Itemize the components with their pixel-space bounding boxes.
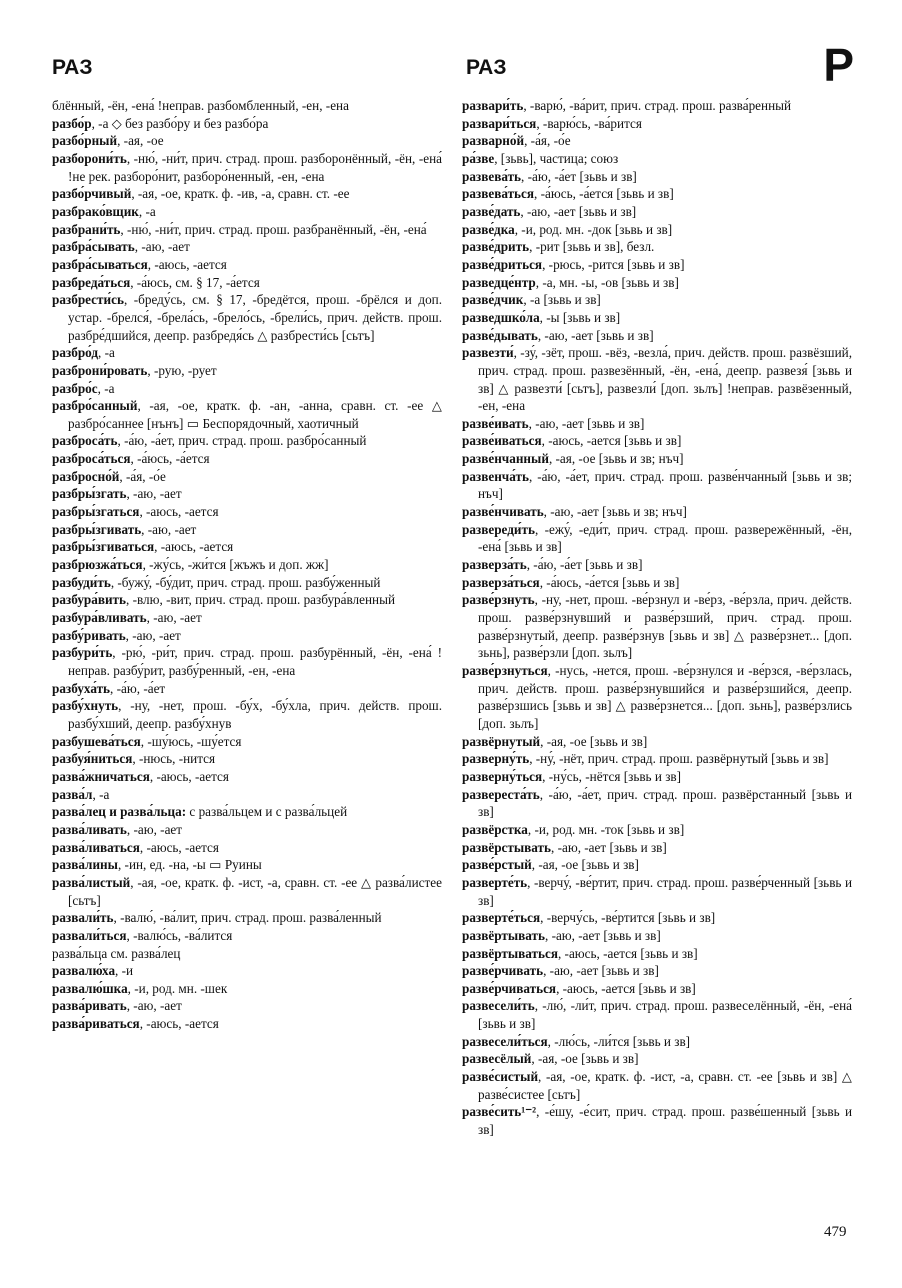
dictionary-entry: развалю́шка, -и, род. мн. -шек — [52, 980, 228, 996]
entry-headword: развенча́ть — [462, 468, 529, 484]
entry-body: -а́юсь, -а́ется — [137, 451, 210, 467]
entry-headword: разбро́д — [52, 345, 99, 361]
dictionary-entry: разбры́згать, -аю, -ает — [52, 486, 182, 502]
dictionary-entry: разбрани́ть, -ню́, -ни́т, прич. страд. прош. разбранённый, -ён, -ена́ — [52, 221, 427, 237]
entry-headword: развёрстывать — [462, 839, 551, 855]
entry-headword: разве́дриться — [462, 256, 543, 272]
entry-headword: развесели́ться — [462, 1033, 548, 1049]
entry-body: [зьвь], частица; союз — [500, 150, 619, 166]
dictionary-entry: разверну́ть, -ну́, -нёт, прич. страд. прош. развёрнутый [зьвь и зв] — [462, 751, 829, 767]
dictionary-entry: разварно́й, -а́я, -о́е — [462, 133, 571, 149]
entry-body: -ая, -ое, кратк. ф. -ан, -анна, сравн. ст. -ее △ разбро́саннее [нънъ] ▭ Беспорядочный, хаотичный — [68, 398, 442, 431]
entry-body: -а́ю, -а́ет — [116, 680, 166, 696]
entry-body: -ая, -ое, кратк. ф. -ист, -а, сравн. ст. -ее [зьвь и зв] △ разве́систее [сьтъ] — [478, 1069, 853, 1102]
entry-headword: развёрнутый — [462, 733, 541, 749]
dictionary-entry: разве́нчивать, -аю, -ает [зьвь и зв; нъч] — [462, 504, 687, 520]
entry-body: -и, род. мн. -док [зьвь и зв] — [521, 221, 673, 237]
entry-body: -аю, -ает [зьвь и зв] — [549, 963, 659, 979]
dictionary-entry: разбуха́ть, -а́ю, -а́ет — [52, 680, 166, 696]
dictionary-entry: разбрако́вщик, -а — [52, 203, 156, 219]
dictionary-entry: развенча́ть, -а́ю, -а́ет, прич. страд. прош. разве́нчанный [зьвь и зв; нъч] — [462, 468, 853, 502]
entry-headword: разва́жничаться — [52, 768, 150, 784]
entry-body: -аю, -ает [зьвь и зв] — [551, 927, 661, 943]
entry-body: -лю́, -ли́т, прич. страд. прош. развеселённый, -ён, -ена́ [зьвь и зв] — [478, 998, 852, 1032]
entry-body: разва́льца см. разва́лец — [52, 945, 181, 961]
entry-headword: разбро́с — [52, 380, 98, 396]
entry-body: -бреду́сь, см. § 17, -бредётся, прош. -брёлся и доп. устар. -брелся́, -брела́сь, -брело́сь, -брели́сь, прич. действ. прош. разбре́дшийся, деепр. разбредя́сь △ разбрести́сь [сьтъ] — [68, 292, 443, 343]
dictionary-entry: развева́ть, -а́ю, -а́ет [зьвь и зв] — [462, 168, 637, 184]
dictionary-entry: разва́ливаться, -аюсь, -ается — [52, 839, 219, 855]
entry-body: -аю, -ает [зьвь и зв] — [527, 203, 637, 219]
entry-body: -ы [зьвь и зв] — [546, 309, 621, 325]
dictionary-entry: развари́ть, -варю́, -ва́рит, прич. страд. прош. разва́ренный — [462, 98, 792, 113]
entry-body: -а — [104, 345, 115, 361]
left-column — [52, 97, 442, 1033]
entry-headword: разбра́сываться — [52, 256, 148, 272]
dictionary-entry: разбрюзжа́ться, -жу́сь, -жи́тся [жъжъ и доп. жж] — [52, 557, 329, 573]
entry-headword: разва́ливать — [52, 821, 127, 837]
dictionary-entry: разве́рзнуть, -ну, -нет, прош. -ве́рзнул и -ве́рз, -ве́рзла, прич. действ. прош. разве́рзнувший и разве́рзший, прич. страд. прош. разве́рзнутый, деепр. разве́рзнув [зьвь и зв] △ разве́рзнет... [доп. зьнь], разве́рзли [доп. зьлъ] — [462, 592, 852, 661]
entry-body: -ежу́, -еди́т, прич. страд. прош. развережённый, -ён, -ена́ [зьвь и зв] — [478, 521, 852, 555]
entry-headword: разверза́ть — [462, 557, 527, 573]
dictionary-entry: разбро́санный, -ая, -ое, кратк. ф. -ан, -анна, сравн. ст. -ее △ разбро́саннее [нънъ] ▭ Беспорядочный, хаотичный — [52, 398, 442, 431]
entry-headword: разведшко́ла — [462, 309, 540, 325]
entry-body: -а́ю, -а́ет [зьвь и зв] — [533, 557, 643, 573]
dictionary-entry: развёрстывать, -аю, -ает [зьвь и зв] — [462, 839, 667, 855]
entry-continuation: блённый, -ён, -ена́ !неправ. разбомбленный, -ен, -ена — [52, 98, 349, 113]
entry-body: -аю, -ает [зьвь и зв] — [535, 415, 645, 431]
entry-headword: развали́ть — [52, 910, 114, 926]
dictionary-entry: разбо́р, -а ◇ без разбо́ру и без разбо́ра — [52, 115, 269, 131]
entry-headword: разварно́й — [462, 133, 525, 149]
entry-body: -ню́, -ни́т, прич. страд. прош. разбранённый, -ён, -ена́ — [127, 221, 427, 237]
dictionary-entry: развесёлый, -ая, -ое [зьвь и зв] — [462, 1051, 639, 1067]
entry-body: -а́ю, -а́ет, прич. страд. прош. разве́нчанный [зьвь и зв; нъч] — [478, 468, 853, 502]
entry-body: -рую, -рует — [153, 362, 217, 378]
entry-body: -ая, -ое, кратк. ф. -ист, -а, сравн. ст. -ее △ разва́листее [сьтъ] — [68, 874, 442, 908]
dictionary-entry: разброни́ровать, -рую, -рует — [52, 362, 217, 378]
running-head-right: РАЗ — [466, 56, 507, 79]
entry-body: -жу́сь, -жи́тся [жъжъ и доп. жж] — [149, 557, 329, 573]
entry-headword: развалю́шка — [52, 980, 128, 996]
entry-body: -и — [121, 963, 134, 979]
entry-headword: развесёлый — [462, 1051, 532, 1067]
dictionary-entry: разбро́с, -а — [52, 380, 115, 396]
dictionary-entry: разброса́ть, -а́ю, -а́ет, прич. страд. прош. разбро́санный — [52, 433, 367, 449]
entry-headword: разверну́ться — [462, 768, 543, 784]
entry-body: -рю́, -ри́т, прич. страд. прош. разбурённый, -ён, -ена́ !неправ. разбу́рит, разбу́ренный, -ен, -ена — [68, 645, 442, 678]
entry-headword: разве́рчивать — [462, 963, 544, 979]
entry-headword: разбрюзжа́ться — [52, 557, 143, 573]
dictionary-entry: разбуди́ть, -бужу́, -бу́дит, прич. страд. прош. разбу́женный — [52, 574, 381, 590]
entry-body: -аю, -ает — [133, 486, 182, 502]
entry-headword: разве́рчиваться — [462, 980, 557, 996]
dictionary-entry: разве́дка, -и, род. мн. -док [зьвь и зв] — [462, 221, 673, 237]
entry-body: -а́я, -о́е — [126, 468, 166, 484]
entry-body: -е́шу, -е́сит, прич. страд. прош. разве́шенный [зьвь и зв] — [478, 1104, 852, 1138]
dictionary-entry: разве́сить¹⁻², -е́шу, -е́сит, прич. страд. прош. разве́шенный [зьвь и зв] — [462, 1104, 852, 1138]
entry-body: -а́ю, -а́ет [зьвь и зв] — [527, 168, 637, 184]
dictionary-entry: развесели́ться, -лю́сь, -ли́тся [зьвь и зв] — [462, 1033, 691, 1049]
dictionary-entry: разве́дрить, -рит [зьвь и зв], безл. — [462, 239, 655, 255]
dictionary-entry: разве́нчанный, -ая, -ое [зьвь и зв; нъч] — [462, 451, 684, 467]
entry-headword: разверте́ться — [462, 910, 541, 926]
entry-body: -аюсь, -ается [зьвь и зв] — [564, 945, 698, 961]
entry-body: -а́юсь, см. § 17, -а́ется — [136, 274, 260, 290]
entry-headword: разбро́санный — [52, 398, 138, 414]
dictionary-entry: разве́дриться, -рюсь, -рится [зьвь и зв] — [462, 256, 685, 272]
entry-headword: разбры́згиваться — [52, 539, 155, 555]
entry-body: -аюсь, -ается — [160, 539, 234, 555]
entry-headword: разбрани́ть — [52, 221, 121, 237]
dictionary-entry: разверте́ть, -верчу́, -ве́ртит, прич. страд. прош. разве́рченный [зьвь и зв] — [462, 874, 853, 908]
entry-body: -ну́сь, -нётся [зьвь и зв] — [548, 768, 682, 784]
entry-headword: разве́дрить — [462, 239, 530, 255]
entry-body: -и, род. мн. -шек — [134, 980, 228, 996]
entry-headword: разброса́ть — [52, 433, 118, 449]
entry-headword: разбури́ть — [52, 645, 113, 661]
entry-headword: разбуя́ниться — [52, 751, 133, 767]
dictionary-entry: разве́рчиваться, -аюсь, -ается [зьвь и зв] — [462, 980, 696, 996]
entry-body: -ну́, -нёт, прич. страд. прош. развёрнутый [зьвь и зв] — [535, 751, 829, 767]
entry-headword: развёртывать — [462, 927, 545, 943]
entry-body: -аюсь, -ается — [146, 504, 219, 520]
entry-headword: разве́иваться — [462, 433, 542, 449]
dictionary-entry: развесели́ть, -лю́, -ли́т, прич. страд. прош. развеселённый, -ён, -ена́ [зьвь и зв] — [462, 998, 852, 1032]
entry-headword: развесели́ть — [462, 998, 535, 1014]
entry-headword: разбо́р — [52, 115, 92, 131]
entry-body: -аю, -ает [зьвь и зв; нъч] — [550, 504, 687, 520]
entry-headword: разверну́ть — [462, 751, 530, 767]
dictionary-entry: развёртывать, -аю, -ает [зьвь и зв] — [462, 927, 661, 943]
entry-body: -а — [99, 786, 110, 802]
dictionary-entry: разва́риваться, -аюсь, -ается — [52, 1016, 219, 1032]
entry-body: -аюсь, -ается — [156, 768, 229, 784]
entry-headword: разве́нчивать — [462, 504, 544, 520]
entry-body: -ин, ед. -на, -ы ▭ Руины — [124, 857, 262, 873]
dictionary-entry: разбура́вливать, -аю, -ает — [52, 610, 202, 626]
entry-headword: развева́ть — [462, 168, 522, 184]
entry-body: -бужу́, -бу́дит, прич. страд. прош. разбу́женный — [117, 574, 381, 590]
entry-body: -ну, -нет, прош. -ве́рзнул и -ве́рз, -ве́рзла, прич. действ. прош. разве́рзнувший и разве́рзший, прич. страд. прош. разве́рзнутый, деепр. разве́рзнув [зьвь и зв] △ разве́рзнет... [доп. зьнь], разве́рзли [доп. зьлъ] — [478, 592, 852, 661]
dictionary-entry: разбры́згивать, -аю, -ает — [52, 521, 197, 537]
entry-body: -аю, -ает [зьвь и зв] — [544, 327, 654, 343]
entry-body: -аю, -ает — [133, 998, 182, 1014]
entry-body: -а́я, -о́е — [530, 133, 571, 149]
entry-headword: развезти́ — [462, 345, 514, 361]
entry-body: -аюсь, -ается — [146, 1016, 219, 1032]
entry-headword: развари́ться — [462, 115, 537, 131]
entry-headword: разбрако́вщик — [52, 203, 139, 219]
entry-body: -валю́, -ва́лит, прич. страд. прош. разва́ленный — [120, 910, 382, 926]
dictionary-entry: разбрести́сь, -бреду́сь, см. § 17, -бредётся, прош. -брёлся и доп. устар. -брелся́, -брела́сь, -брело́сь, -брели́сь, прич. действ. прош. разбре́дшийся, деепр. разбредя́сь △ разбрести́сь [сьтъ] — [52, 292, 443, 343]
entry-body: -а — [145, 203, 156, 219]
entry-body: -аю, -ает — [147, 521, 197, 537]
entry-headword: развева́ться — [462, 186, 535, 202]
entry-body: -зу́, -зёт, прош. -вёз, -везла́, прич. действ. прош. развёзший, прич. страд. прош. развезённый, -ён, -ена́, деепр. развезя́ [зьвь и зв] △ развезти́ [сьтъ], развезли́ [доп. зьлъ] !неправ. развёзенный, -ен, -ена — [478, 345, 852, 414]
dictionary-entry: разве́дывать, -аю, -ает [зьвь и зв] — [462, 327, 654, 343]
entry-headword: разбры́згивать — [52, 521, 142, 537]
dictionary-entry: разбры́згиваться, -аюсь, -ается — [52, 539, 234, 555]
dictionary-entry: разве́систый, -ая, -ое, кратк. ф. -ист, -а, сравн. ст. -ее [зьвь и зв] △ разве́систее [сьтъ] — [462, 1069, 853, 1102]
entry-body: -аюсь, -ается — [154, 256, 227, 272]
dictionary-entry: разбро́д, -а — [52, 345, 115, 361]
dictionary-entry: развали́ть, -валю́, -ва́лит, прич. страд. прош. разва́ленный — [52, 910, 382, 926]
entry-body: -ая, -ое [зьвь и зв] — [546, 733, 648, 749]
entry-body: -а́юсь, -а́ется [зьвь и зв] — [540, 186, 674, 202]
entry-headword: развёрстка — [462, 821, 528, 837]
entry-body: -а, мн. -ы, -ов [зьвь и зв] — [542, 274, 679, 290]
entry-body: -рит [зьвь и зв], безл. — [535, 239, 655, 255]
entry-headword: разве́сить¹⁻² — [462, 1104, 537, 1120]
dictionary-entry: развари́ться, -варю́сь, -ва́рится — [462, 115, 642, 131]
entry-headword: разва́л — [52, 786, 93, 802]
entry-headword: развали́ться — [52, 927, 127, 943]
dictionary-entry: разва́листый, -ая, -ое, кратк. ф. -ист, -а, сравн. ст. -ее △ разва́листее [сьтъ] — [52, 874, 442, 908]
entry-body: -влю, -вит, прич. страд. прош. разбура́вленный — [132, 592, 395, 608]
dictionary-entry: разве́рзнуться, -нусь, -нется, прош. -ве́рзнулся и -ве́рзся, -ве́рзлась, прич. действ. прош. разве́рзнувшийся и разве́рзшийся, деепр. разве́рзшись [зьвь и зв] △ разве́рзнется... [доп. зьнь], разве́рзлись [доп. зьлъ] — [462, 663, 852, 731]
entry-body: -а [зьвь и зв] — [529, 292, 601, 308]
entry-headword: разве́нчанный — [462, 451, 549, 467]
entry-body: -а — [104, 380, 115, 396]
dictionary-entry: разборони́ть, -ню́, -ни́т, прич. страд. прош. разборонённый, -ён, -ена́ !не рек. разборо́нит, разборо́ненный, -ен, -ена — [52, 150, 442, 184]
entry-headword: разведце́нтр — [462, 274, 536, 290]
dictionary-entry: разва́ривать, -аю, -ает — [52, 998, 182, 1014]
page-number: 479 — [824, 1224, 847, 1240]
entry-body: -а́юсь, -а́ется [зьвь и зв] — [546, 574, 680, 590]
entry-body: -аю, -ает — [153, 610, 202, 626]
entry-headword: ра́зве — [462, 150, 495, 166]
entry-headword: разбрести́сь — [52, 292, 124, 308]
dictionary-entry: разбура́вить, -влю, -вит, прич. страд. прош. разбура́вленный — [52, 592, 395, 608]
entry-headword: разверте́ть — [462, 874, 528, 890]
entry-headword: разва́ливаться — [52, 839, 140, 855]
dictionary-entry: разбо́рчивый, -ая, -ое, кратк. ф. -ив, -а, сравн. ст. -ее — [52, 186, 350, 202]
dictionary-entry: разве́дать, -аю, -ает [зьвь и зв] — [462, 203, 637, 219]
dictionary-entry: разверза́ться, -а́юсь, -а́ется [зьвь и зв] — [462, 574, 680, 590]
entry-body: -ая, -ое [зьвь и зв] — [538, 857, 639, 873]
dictionary-entry: развали́ться, -валю́сь, -ва́лится — [52, 927, 233, 943]
entry-body: -валю́сь, -ва́лится — [133, 927, 233, 943]
dictionary-entry: разведце́нтр, -а, мн. -ы, -ов [зьвь и зв] — [462, 274, 679, 290]
entry-headword: разве́систый — [462, 1069, 539, 1085]
dictionary-entry: разве́рстый, -ая, -ое [зьвь и зв] — [462, 857, 639, 873]
entry-body: -рюсь, -рится [зьвь и зв] — [548, 256, 685, 272]
dictionary-entry: разва́лины, -ин, ед. -на, -ы ▭ Руины — [52, 857, 262, 873]
entry-headword: разве́рзнуть — [462, 592, 535, 608]
dictionary-entry — [52, 97, 442, 115]
dictionary-entry: разве́дчик, -а [зьвь и зв] — [462, 292, 601, 308]
entry-body: -нусь, -нется, прош. -ве́рзнулся и -ве́рзся, -ве́рзлась, прич. действ. прош. разве́рзнувшийся и разве́рзшийся, деепр. разве́рзшись [зьвь и зв] △ разве́рзнется... [доп. зьнь], разве́рзлись [доп. зьлъ] — [478, 663, 852, 731]
entry-body: -аюсь, -ается — [146, 839, 219, 855]
entry-body: -лю́сь, -ли́тся [зьвь и зв] — [554, 1033, 691, 1049]
entry-body: -ню́, -ни́т, прич. страд. прош. разборонённый, -ён, -ена́ !не рек. разборо́нит, разборо́ненный, -ен, -ена — [68, 150, 442, 184]
entry-body: -шу́юсь, -шу́ется — [147, 733, 242, 749]
running-head-left: РАЗ — [52, 56, 93, 79]
entry-headword: разва́ривать — [52, 998, 127, 1014]
entry-body: -аю, -ает — [141, 239, 190, 255]
dictionary-entry: разбросно́й, -а́я, -о́е — [52, 468, 166, 484]
entry-headword: разбо́рчивый — [52, 186, 132, 202]
entry-body: -аю, -ает [зьвь и зв] — [557, 839, 667, 855]
dictionary-entry: разбра́сывать, -аю, -ает — [52, 239, 190, 255]
dictionary-entry: разбу́хнуть, -ну, -нет, прош. -бу́х, -бу́хла, прич. действ. прош. разбу́хший, деепр. разбу́хнув — [52, 698, 443, 731]
entry-headword: разбо́рный — [52, 133, 118, 149]
dictionary-entry: разверте́ться, -верчу́сь, -ве́ртится [зьвь и зв] — [462, 910, 716, 926]
entry-body: -аю, -ает — [133, 821, 183, 837]
entry-body: -верчу́сь, -ве́ртится [зьвь и зв] — [546, 910, 716, 926]
right-column — [462, 97, 852, 1139]
dictionary-entry: разверза́ть, -а́ю, -а́ет [зьвь и зв] — [462, 557, 643, 573]
entry-body: -а́ю, -а́ет, прич. страд. прош. разбро́санный — [124, 433, 367, 449]
dictionary-entry: разведшко́ла, -ы [зьвь и зв] — [462, 309, 621, 325]
entry-headword: развалю́ха — [52, 963, 116, 979]
entry-body: -варю́, -ва́рит, прич. страд. прош. разва́ренный — [529, 98, 792, 113]
entry-headword: разбура́вить — [52, 592, 127, 608]
entry-headword: разбра́сывать — [52, 239, 135, 255]
entry-body: -верчу́, -ве́ртит, прич. страд. прош. разве́рченный [зьвь и зв] — [478, 874, 853, 908]
entry-headword: разброса́ться — [52, 451, 131, 467]
entry-body: -и, род. мн. -ток [зьвь и зв] — [534, 821, 685, 837]
entry-headword: разва́риваться — [52, 1016, 140, 1032]
entry-body: -варю́сь, -ва́рится — [542, 115, 642, 131]
entry-headword: разбры́згаться — [52, 504, 140, 520]
entry-headword: развереди́ть — [462, 521, 535, 537]
entry-body: -аю, -ает — [132, 627, 181, 643]
entry-body: -ну, -нет, прош. -бу́х, -бу́хла, прич. действ. прош. разбу́хший, деепр. разбу́хнув — [68, 698, 443, 731]
dictionary-entry: разбуя́ниться, -нюсь, -нится — [52, 751, 216, 767]
dictionary-entry: разва́ливать, -аю, -ает — [52, 821, 183, 837]
dictionary-entry: разве́иваться, -аюсь, -ается [зьвь и зв] — [462, 433, 682, 449]
dictionary-entry: разва́л, -а — [52, 786, 110, 802]
dictionary-entry — [52, 945, 442, 963]
dictionary-entry: разбу́ривать, -аю, -ает — [52, 627, 181, 643]
dictionary-entry: развалю́ха, -и — [52, 963, 134, 979]
dictionary-entry: развереди́ть, -ежу́, -еди́т, прич. страд. прош. развережённый, -ён, -ена́ [зьвь и зв] — [462, 521, 852, 555]
dictionary-entry: разва́жничаться, -аюсь, -ается — [52, 768, 229, 784]
entry-headword: разве́дчик — [462, 292, 524, 308]
dictionary-entry: развезти́, -зу́, -зёт, прош. -вёз, -везла́, прич. действ. прош. развёзший, прич. страд. прош. развезённый, -ён, -ена́, деепр. развезя́ [зьвь и зв] △ развезти́ [сьтъ], развезли́ [доп. зьлъ] !неправ. развёзенный, -ен, -ена — [462, 345, 852, 414]
entry-body: -ая, -ое [зьвь и зв] — [537, 1051, 639, 1067]
entry-headword: разбуди́ть — [52, 574, 111, 590]
dictionary-entry: разброса́ться, -а́юсь, -а́ется — [52, 451, 210, 467]
dictionary-entry: разбры́згаться, -аюсь, -ается — [52, 504, 219, 520]
dictionary-entry — [52, 803, 442, 821]
section-letter: Р — [823, 39, 854, 91]
entry-body: -аюсь, -ается [зьвь и зв] — [562, 980, 696, 996]
dictionary-entry: разбушева́ться, -шу́юсь, -шу́ется — [52, 733, 242, 749]
entry-headword: разбу́хнуть — [52, 698, 119, 714]
entry-headword: разве́дка — [462, 221, 515, 237]
entry-headword: разборони́ть — [52, 150, 127, 166]
entry-body: -ая, -ое — [123, 133, 164, 149]
dictionary-entry: разве́ивать, -аю, -ает [зьвь и зв] — [462, 415, 645, 431]
dictionary-entry: разве́рчивать, -аю, -ает [зьвь и зв] — [462, 963, 659, 979]
entry-body: -ая, -ое, кратк. ф. -ив, -а, сравн. ст. -ее — [137, 186, 350, 202]
entry-headword: развари́ть — [462, 98, 524, 113]
dictionary-entry: разбури́ть, -рю́, -ри́т, прич. страд. прош. разбурённый, -ён, -ена́ !неправ. разбу́рит, разбу́ренный, -ен, -ена — [52, 645, 442, 678]
dictionary-entry: ра́зве, [зьвь], частица; союз — [462, 150, 619, 166]
dictionary-entry: развёрстка, -и, род. мн. -ток [зьвь и зв] — [462, 821, 685, 837]
dictionary-entry: развереста́ть, -а́ю, -а́ет, прич. страд. прош. развёрстанный [зьвь и зв] — [462, 786, 853, 820]
entry-headword: разбры́згать — [52, 486, 127, 502]
entry-headword: разбушева́ться — [52, 733, 141, 749]
dictionary-entry: разверну́ться, -ну́сь, -нётся [зьвь и зв] — [462, 768, 682, 784]
entry-headword: разверза́ться — [462, 574, 540, 590]
dictionary-entry: развёрнутый, -ая, -ое [зьвь и зв] — [462, 733, 648, 749]
entry-headword: разве́ивать — [462, 415, 529, 431]
entry-body: -нюсь, -нится — [138, 751, 216, 767]
entry-body: -а́ю, -а́ет, прич. страд. прош. развёрстанный [зьвь и зв] — [478, 786, 853, 820]
entry-headword: разве́дать — [462, 203, 521, 219]
dictionary-entry: разбо́рный, -ая, -ое — [52, 133, 164, 149]
dictionary-entry: развева́ться, -а́юсь, -а́ется [зьвь и зв] — [462, 186, 674, 202]
entry-body: с разва́льцем и с разва́льцей — [189, 804, 348, 820]
entry-body: -аюсь, -ается [зьвь и зв] — [548, 433, 682, 449]
entry-headword: разве́рстый — [462, 857, 532, 873]
entry-headword: разбросно́й — [52, 468, 120, 484]
dictionary-entry: разбра́сываться, -аюсь, -ается — [52, 256, 227, 272]
entry-headword: разброни́ровать — [52, 362, 148, 378]
dictionary-entry: развёртываться, -аюсь, -ается [зьвь и зв] — [462, 945, 698, 961]
entry-body: -а ◇ без разбо́ру и без разбо́ра — [98, 115, 269, 131]
entry-headword: разбура́вливать — [52, 610, 147, 626]
entry-headword: развёртываться — [462, 945, 558, 961]
entry-headword: развереста́ть — [462, 786, 540, 802]
entry-headword: разва́лец и разва́льца: — [52, 804, 187, 820]
entry-headword: разва́лины — [52, 857, 118, 873]
entry-headword: разве́дывать — [462, 327, 538, 343]
entry-headword: разве́рзнуться — [462, 663, 548, 678]
entry-headword: разбу́ривать — [52, 627, 126, 643]
entry-headword: разбуха́ть — [52, 680, 111, 696]
entry-headword: разва́листый — [52, 874, 131, 890]
entry-headword: разбреда́ться — [52, 274, 131, 290]
entry-body: -ая, -ое [зьвь и зв; нъч] — [555, 451, 684, 467]
dictionary-entry: разбреда́ться, -а́юсь, см. § 17, -а́ется — [52, 274, 260, 290]
